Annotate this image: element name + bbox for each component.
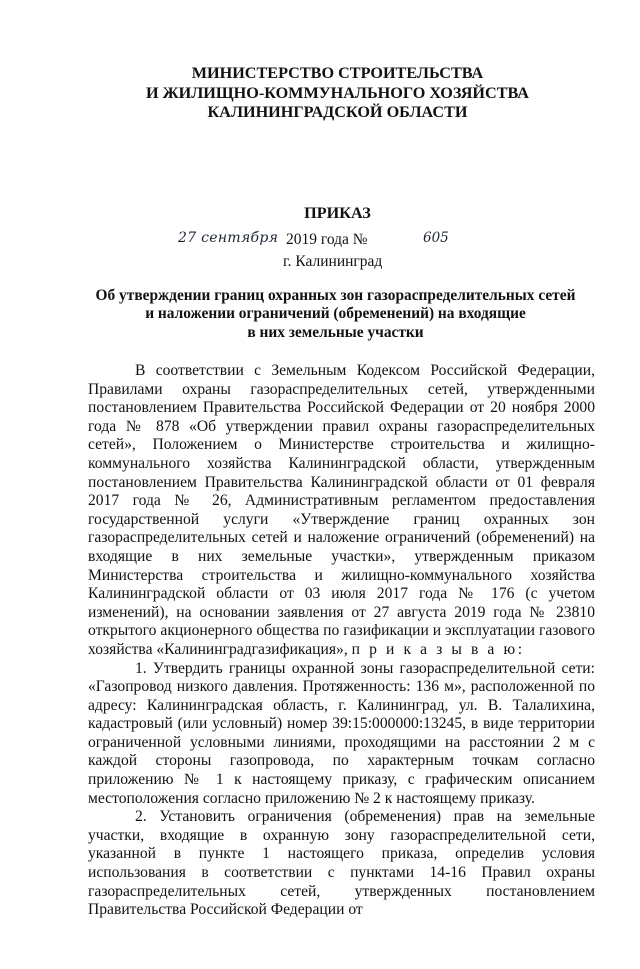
preamble-paragraph xyxy=(88,362,595,660)
order-date-line xyxy=(88,229,595,270)
printed-date: 2019 года № xyxy=(286,230,368,248)
ministry-line-2: И ЖИЛИЩНО-КОММУНАЛЬНОГО ХОЗЯЙСТВА xyxy=(146,83,529,102)
ministry-line-1: МИНИСТЕРСТВО СТРОИТЕЛЬСТВА xyxy=(191,64,484,82)
city: г. Калининград xyxy=(283,252,383,270)
ministry-header xyxy=(88,64,595,123)
order-subject xyxy=(88,287,595,343)
order-word: п р и к а з ы в а ю: xyxy=(351,640,525,658)
handwritten-date: 27 сентября xyxy=(178,229,279,246)
ministry-line-3: КАЛИНИНГРАДСКОЙ ОБЛАСТИ xyxy=(207,103,468,121)
item-1-paragraph: 1. Утвердить границы охранной зоны газораспределительной сети: «Газопровод низкого давления. Протяженность: 136 м», расположенной по адресу: Калининградская область, г. Калининград, ул. В. Талалихина, кадастровый (или условный) номер 39:15:000000:13245, в виде территории ограниченной условными линиями, проходящими на расстоянии 2 м с каждой стороны газопровода, по характерным точкам согласно приложению № 1 к настоящему приказу, с графическим описанием местоположения согласно приложению № 2 к настоящему приказу. xyxy=(88,659,595,807)
order-title: ПРИКАЗ xyxy=(304,203,371,222)
subject-line-2: и наложении ограничений (обременений) на входящие xyxy=(145,305,526,322)
preamble-text: В соответствии с Земельным Кодексом Российской Федерации, Правилами охраны газораспределительных сетей, утвержденными постановлением Правительства Российской Федерации от 20 ноября 2000 года № 878 «Об утверждении правил охраны газораспределительных сетей», Положением о Министерстве строительства и жилищно-коммунального хозяйства Калининградской области, утвержденным постановлением Правительства Калининградской области от 01 февраля 2017 года № 26, Административным регламентом предоставления государственной услуги «Утверждение границ охранных зон газораспределительных сетей и наложение ограничений (обременений) на входящие в них земельные участки», утвержденным приказом Министерства строительства и жилищно-коммунального хозяйства Калининградской области от 03 июля 2017 года № 176 (с учетом изменений), на основании заявления от 27 августа 2019 года № 23810 открытого акционерного общества по газификации и эксплуатации газового хозяйства «Калининградгазификация», xyxy=(88,362,595,658)
handwritten-order-number: 605 xyxy=(423,229,449,246)
subject-line-1: Об утверждении границ охранных зон газораспределительных сетей xyxy=(95,286,576,304)
document-page xyxy=(0,64,640,969)
order-body xyxy=(88,362,595,920)
subject-line-3: в них земельные участки xyxy=(247,323,424,341)
item-2-paragraph: 2. Установить ограничения (обременения) прав на земельные участки, входящие в охранную зону газораспределительной сети, указанной в пункте 1 настоящего приказа, определив условия использования в соответствии с пунктами 14-16 Правил охраны газораспределительных сетей, утвержденных постановлением Правительства Российской Федерации от xyxy=(88,808,595,919)
